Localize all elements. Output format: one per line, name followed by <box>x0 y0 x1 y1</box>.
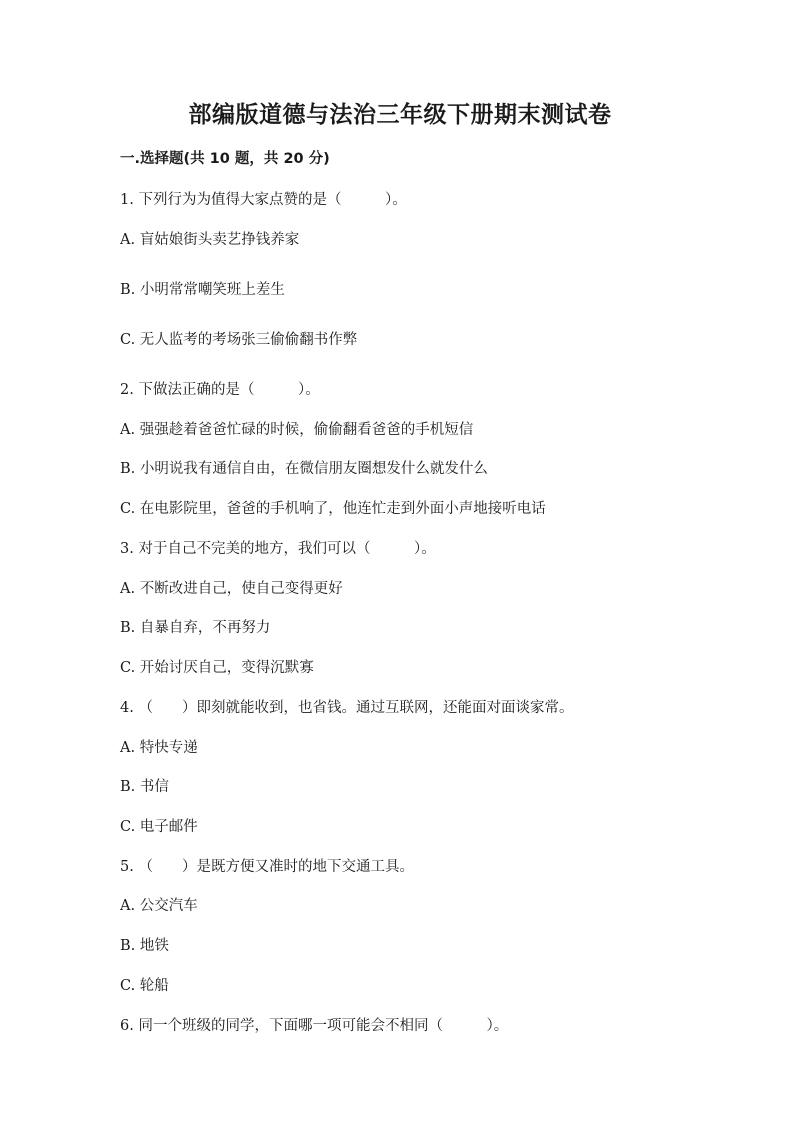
question-3-option-c: C. 开始讨厌自己，变得沉默寡 <box>120 660 314 676</box>
page-title: 部编版道德与法治三年级下册期末测试卷 <box>188 102 612 128</box>
question-1-stem: 1. 下列行为为值得大家点赞的是（ ）。 <box>120 192 407 208</box>
question-4-stem: 4. （ ）即刻就能收到，也省钱。通过互联网，还能面对面谈家常。 <box>120 700 574 716</box>
question-4-option-b: B. 书信 <box>120 779 169 795</box>
question-2-option-b: B. 小明说我有通信自由，在微信朋友圈想发什么就发什么 <box>120 461 488 477</box>
question-5-stem: 5. （ ）是既方便又准时的地下交通工具。 <box>120 859 414 875</box>
question-1-option-b: B. 小明常常嘲笑班上差生 <box>120 282 285 298</box>
question-5-option-a: A. 公交汽车 <box>120 898 198 914</box>
question-1-option-a: A. 盲姑娘街头卖艺挣钱养家 <box>120 232 300 248</box>
question-3-option-a: A. 不断改进自己，使自己变得更好 <box>120 581 343 597</box>
question-4-option-a: A. 特快专递 <box>120 740 198 756</box>
question-3-option-b: B. 自暴自弃，不再努力 <box>120 620 271 636</box>
question-3-stem: 3. 对于自己不完美的地方，我们可以（ ）。 <box>120 541 436 557</box>
question-2-stem: 2. 下做法正确的是（ ）。 <box>120 382 320 398</box>
question-4-option-c: C. 电子邮件 <box>120 819 198 835</box>
question-5-option-c: C. 轮船 <box>120 978 169 994</box>
question-2-option-c: C. 在电影院里，爸爸的手机响了，他连忙走到外面小声地接听电话 <box>120 501 546 517</box>
question-6-stem: 6. 同一个班级的同学，下面哪一项可能会不相同（ ）。 <box>120 1018 509 1034</box>
section-heading: 一.选择题(共 10 题，共 20 分) <box>120 151 330 167</box>
question-5-option-b: B. 地铁 <box>120 938 169 954</box>
question-1-option-c: C. 无人监考的考场张三偷偷翻书作弊 <box>120 332 358 348</box>
question-2-option-a: A. 强强趁着爸爸忙碌的时候，偷偷翻看爸爸的手机短信 <box>120 422 474 438</box>
